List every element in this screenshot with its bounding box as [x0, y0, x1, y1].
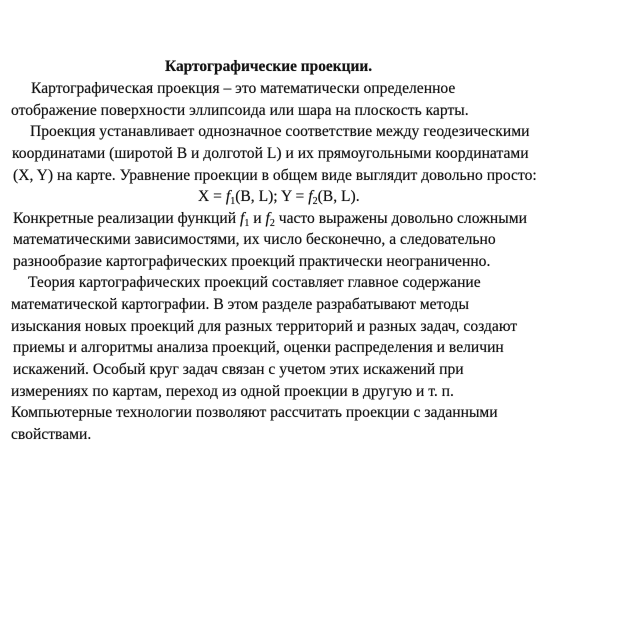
text-line: математической картографии. В этом разделе разрабатывают методы [11, 296, 469, 313]
functions-line-start: Конкретные реализации функций [13, 210, 240, 227]
text-line: (X, Y) на карте. Уравнение проекции в общем виде выглядит довольно просто: [13, 167, 537, 184]
document-title: Картографические проекции. [165, 58, 373, 75]
text-line: отображение поверхности эллипсоида или шара на плоскость карты. [11, 102, 469, 119]
subscript: 1 [230, 196, 236, 207]
text-line: координатами (широтой B и долготой L) и их прямоугольными координатами [12, 145, 529, 162]
projection-equation [198, 186, 360, 208]
text-line: Картографическая проекция – это математически определенное [31, 80, 456, 97]
text-line: Проекция устанавливает однозначное соответствие между геодезическими [30, 123, 530, 140]
text-line: разнообразие картографических проекций практически неограниченно. [13, 253, 491, 270]
function-symbol: f [308, 188, 313, 205]
text-line: свойствами. [11, 426, 92, 443]
functions-line [13, 208, 527, 230]
text-line: Компьютерные технологии позволяют рассчитать проекции с заданными [11, 404, 498, 421]
functions-line-end: часто выражены довольно сложными [274, 210, 527, 227]
text-line: математическими зависимостями, их число бесконечно, а следовательно [13, 231, 496, 248]
subscript: 1 [244, 218, 250, 229]
equation-x-args: (B, L); Y = [235, 188, 309, 205]
text-line: изыскания новых проекций для разных территорий и разных задач, создают [11, 318, 518, 335]
equation-y-args: (B, L). [317, 188, 360, 205]
functions-line-mid: и [249, 210, 266, 227]
text-line: приемы и алгоритмы анализа проекций, оценки распределения и величин [13, 339, 504, 356]
text-line: Теория картографических проекций составляет главное содержание [28, 274, 481, 291]
function-symbol: f [265, 210, 270, 227]
text-line: измерениях по картам, переход из одной проекции в другую и т. п. [11, 383, 454, 400]
subscript: 2 [312, 196, 318, 207]
function-symbol: f [240, 210, 245, 227]
text-line: искажений. Особый круг задач связан с учетом этих искажений при [13, 361, 464, 378]
function-symbol: f [225, 188, 231, 205]
equation-x-left: X = [198, 188, 226, 205]
subscript: 2 [269, 218, 275, 229]
